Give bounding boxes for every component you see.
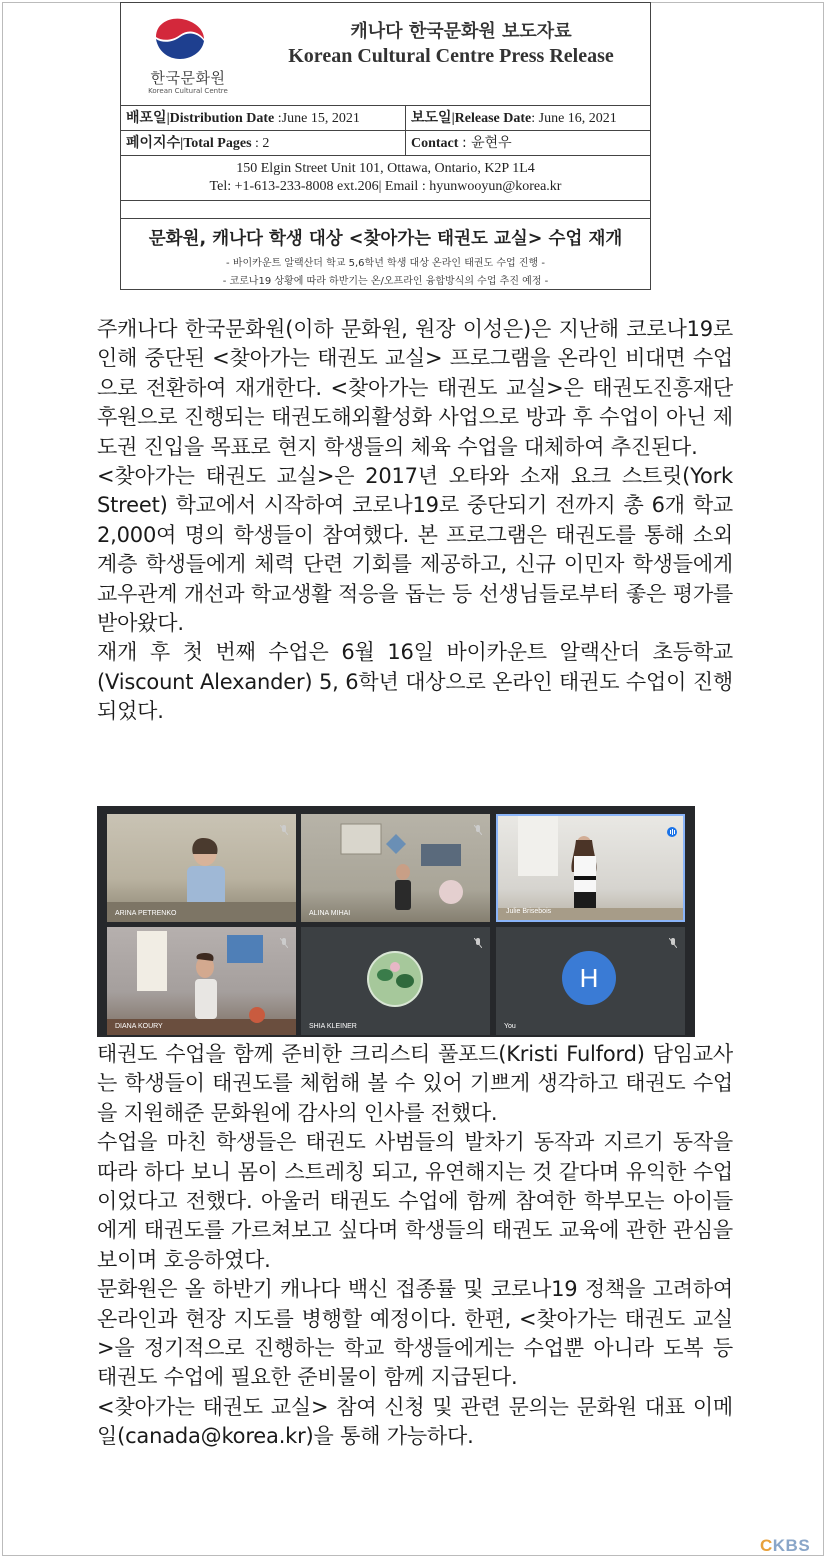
mic-muted-icon — [280, 933, 288, 943]
participant-name: DIANA KOURY — [115, 1023, 163, 1030]
student-figure-icon — [301, 814, 490, 922]
paragraph-1: 주캐나다 한국문화원(이하 문화원, 원장 이성은)은 지난해 코로나19로 인해 중단된 <찾아가는 태권도 교실> 프로그램을 온라인 비대면 수업으로 전환하여 재개한다. <찾아가는 태권도 교실>은 태권도진흥재단 후원으로 진행되는 태권도해외활성화 사업으로 방과 후 수업이 아닌 제도권 진입을 목표로 현지 학생들의 체육 수업을 대체하여 추진된다. — [97, 317, 733, 459]
student-figure-icon — [107, 927, 296, 1035]
taegeuk-logo-icon — [152, 15, 208, 61]
participant-tile — [301, 814, 490, 922]
mic-muted-icon — [474, 933, 482, 943]
headline: 문화원, 캐나다 학생 대상 <찾아가는 태권도 교실> 수업 재개 — [148, 229, 623, 249]
pages-contact-row — [121, 131, 650, 156]
total-pages: 페이지수|Total Pages : 2 — [126, 135, 270, 151]
contact: Contact : 윤현우 — [405, 131, 650, 155]
press-release-header — [120, 2, 651, 290]
mic-muted-icon — [474, 820, 482, 830]
avatar: H — [562, 951, 616, 1005]
paragraph-6: 문화원은 올 하반기 캐나다 백신 접종률 및 코로나19 정책을 고려하여 온라인과 현장 지도를 병행할 예정이다. 한편, <찾아가는 태권도 교실>을 정기적으로 진행하는 학교 학생들에게는 수업뿐 아니라 도복 등 태권도 수업에 필요한 준비물이 함께 지급된다. — [97, 1277, 733, 1390]
paragraph-2: <찾아가는 태권도 교실>은 2017년 오타와 소재 요크 스트릿(York Street) 학교에서 시작하여 코로나19로 중단되기 전까지 총 6개 학교 2,000여 명의 학생들이 참여했다. 본 프로그램은 태권도를 통해 소외계층 학생들에게 체력 단련 기회를 제공하고, 신규 이민자 학생들에게 교우관계 개선과 학교생활 적응을 돕는 등 선생님들로부터 좋은 평가를 받아왔다. — [97, 464, 733, 636]
mic-muted-icon — [669, 933, 677, 943]
title-korean: 캐나다 한국문화원 보도자료 — [350, 21, 572, 42]
student-figure-icon — [107, 814, 296, 922]
ckbs-watermark: CKBS — [760, 1536, 811, 1555]
header-title-row — [121, 3, 650, 106]
distribution-date: 배포일|Distribution Date :June 15, 2021 — [126, 110, 360, 126]
participant-name: SHIA KLEINER — [309, 1023, 357, 1030]
body-top — [97, 315, 733, 727]
participant-tile-self — [496, 927, 685, 1035]
logo-text-korean: 한국문화원 — [150, 69, 226, 87]
speaking-indicator-icon — [667, 822, 675, 832]
address: 150 Elgin Street Unit 101, Ottawa, Ontario, K2P 1L4 — [236, 161, 535, 176]
video-call-photo — [97, 806, 695, 1037]
participant-tile — [107, 814, 296, 922]
participant-name: ALINA MIHAI — [309, 910, 351, 917]
tel-email: Tel: +1-613-233-8008 ext.206| Email : hyunwooyun@korea.kr — [209, 179, 562, 194]
paragraph-3: 재개 후 첫 번째 수업은 6월 16일 바이카운트 알랙산더 초등학교(Viscount Alexander) 5, 6학년 대상으로 온라인 태권도 수업이 진행되었다. — [97, 640, 733, 724]
participant-name: ARINA PETRENKO — [115, 910, 177, 917]
participant-tile-speaking — [496, 814, 685, 922]
participant-name: You — [504, 1023, 516, 1030]
logo-text-english: Korean Cultural Centre — [148, 87, 228, 95]
dates-row — [121, 106, 650, 131]
paragraph-4: 태권도 수업을 함께 준비한 크리스티 풀포드(Kristi Fulford) 담임교사는 학생들이 태권도를 체험해 볼 수 있어 기쁘게 생각하고 태권도 수업을 지원해준 문화원에 감사의 인사를 전했다. — [97, 1042, 733, 1125]
participant-tile — [107, 927, 296, 1035]
paragraph-7: <찾아가는 태권도 교실> 참여 신청 및 관련 문의는 문화원 대표 이메일(canada@korea.kr)을 통해 가능하다. — [97, 1394, 733, 1449]
subheadline-2: - 코로나19 상황에 따라 하반기는 온/오프라인 융합방식의 수업 추진 예정 - — [222, 276, 549, 287]
avatar-photo-icon — [301, 927, 490, 1035]
instructor-figure-icon — [498, 816, 685, 922]
participant-tile — [301, 927, 490, 1035]
mic-muted-icon — [280, 820, 288, 830]
body-bottom — [97, 1040, 733, 1452]
title-english: Korean Cultural Centre Press Release — [288, 45, 614, 67]
subheadline-1: - 바이카운트 알랙산더 학교 5,6학년 학생 대상 온라인 태권도 수업 진행 - — [226, 258, 545, 269]
paragraph-5: 수업을 마친 학생들은 태권도 사범들의 발차기 동작과 지르기 동작을 따라 하다 보니 몸이 스트레칭 되고, 유연해지는 것 같다며 유익한 수업이었다고 전했다. 아울러 태권도 수업에 함께 참여한 학부모는 아이들에게 태권도를 가르쳐보고 싶다며 학생들의 태권도 교육에 관한 관심을 보이며 호응하였다. — [97, 1130, 733, 1272]
address-row — [121, 156, 650, 201]
kcc-logo — [121, 3, 239, 105]
release-date: 보도일|Release Date: June 16, 2021 — [405, 106, 650, 130]
spacer-row — [121, 201, 650, 219]
participant-name: Julie Brisebois — [506, 908, 552, 915]
